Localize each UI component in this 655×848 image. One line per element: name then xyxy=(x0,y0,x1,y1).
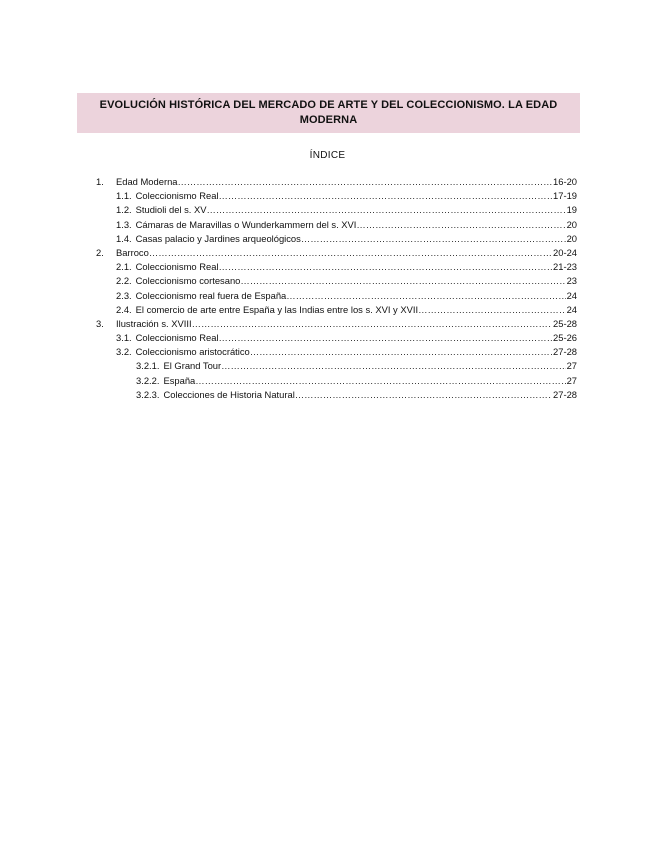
toc-page: 27-28 xyxy=(553,388,577,400)
toc-page: 20 xyxy=(566,232,577,244)
toc-leader-dots xyxy=(286,290,565,301)
toc-page: 17-19 xyxy=(553,190,577,202)
toc-label: Edad Moderna xyxy=(116,176,178,187)
toc-entry xyxy=(96,389,577,403)
toc-leader-dots xyxy=(240,275,565,286)
document-title-box xyxy=(77,93,580,133)
toc-entry xyxy=(96,332,577,346)
toc-number: 3.1. xyxy=(116,332,132,344)
toc-page: 23 xyxy=(566,275,577,287)
toc-entry xyxy=(96,290,577,304)
toc-label: Coleccionismo cortesano xyxy=(135,275,241,287)
toc-number: 1.3. xyxy=(116,218,132,230)
toc-page: 20 xyxy=(566,218,577,230)
toc-page: 19 xyxy=(566,204,577,216)
toc-label: Casas palacio y Jardines arqueológicos xyxy=(135,232,301,244)
toc-label: El comercio de arte entre España y las Indias entre los s. XVI y XVII xyxy=(135,303,419,315)
toc-label: Coleccionismo aristocrático xyxy=(135,346,250,358)
toc-leader-dots xyxy=(250,346,552,357)
toc-number: 1.1. xyxy=(116,190,132,202)
toc-label: Coleccionismo Real xyxy=(135,261,219,273)
toc-entry xyxy=(96,346,577,360)
toc-label: Studioli del s. XV xyxy=(135,204,207,216)
toc-number: 3. xyxy=(96,317,104,329)
toc-page: 25-28 xyxy=(553,317,577,329)
toc-page: 20-24 xyxy=(553,246,577,258)
toc-number: 2.1. xyxy=(116,261,132,273)
toc-leader-dots xyxy=(192,318,552,329)
toc-page: 24 xyxy=(566,303,577,315)
toc-label: Barroco xyxy=(116,246,149,258)
toc-entry xyxy=(96,247,577,261)
toc-leader-dots xyxy=(219,190,553,201)
toc-number: 1.2. xyxy=(116,204,132,216)
toc-number: 2. xyxy=(96,246,104,258)
table-of-contents xyxy=(96,176,577,403)
toc-page: 16-20 xyxy=(553,176,577,187)
toc-leader-dots xyxy=(207,204,566,215)
toc-page: 21-23 xyxy=(553,261,577,273)
toc-page: 27 xyxy=(566,374,577,386)
index-heading: ÍNDICE xyxy=(309,150,346,161)
toc-number: 1.4. xyxy=(116,232,132,244)
toc-page: 25-26 xyxy=(553,332,577,344)
toc-label: Colecciones de Historia Natural xyxy=(163,388,295,400)
toc-number: 3.2. xyxy=(116,346,132,358)
toc-label: Coleccionismo real fuera de España xyxy=(135,289,287,301)
toc-page: 27-28 xyxy=(553,346,577,358)
toc-number: 3.2.1. xyxy=(136,360,160,372)
toc-leader-dots xyxy=(219,332,553,343)
toc-leader-dots xyxy=(195,375,565,386)
toc-leader-dots xyxy=(301,233,566,244)
toc-number: 3.2.3. xyxy=(136,388,160,400)
toc-label: El Grand Tour xyxy=(163,360,222,372)
toc-leader-dots xyxy=(356,219,565,230)
toc-label: España xyxy=(163,374,196,386)
toc-leader-dots xyxy=(418,304,565,315)
toc-number: 2.4. xyxy=(116,303,132,315)
toc-label: Cámaras de Maravillas o Wunderkammern del s. XVI xyxy=(135,218,357,230)
toc-entry xyxy=(96,204,577,218)
toc-entry xyxy=(96,318,577,332)
toc-page: 24 xyxy=(566,289,577,301)
toc-entry xyxy=(96,176,577,190)
toc-entry xyxy=(96,190,577,204)
toc-entry xyxy=(96,360,577,374)
toc-leader-dots xyxy=(219,261,553,272)
toc-entry xyxy=(96,261,577,275)
toc-label: Ilustración s. XVIII xyxy=(116,317,192,329)
toc-label: Coleccionismo Real xyxy=(135,190,219,202)
toc-leader-dots xyxy=(149,247,552,258)
toc-page: 27 xyxy=(566,360,577,372)
toc-entry xyxy=(96,304,577,318)
toc-label: Coleccionismo Real xyxy=(135,332,219,344)
toc-number: 3.2.2. xyxy=(136,374,160,386)
toc-number: 2.2. xyxy=(116,275,132,287)
toc-entry xyxy=(96,275,577,289)
toc-entry xyxy=(96,219,577,233)
toc-entry xyxy=(96,233,577,247)
toc-leader-dots xyxy=(295,389,552,400)
toc-number: 1. xyxy=(96,176,104,187)
toc-leader-dots xyxy=(221,360,565,371)
toc-leader-dots xyxy=(178,176,553,187)
toc-number: 2.3. xyxy=(116,289,132,301)
toc-entry xyxy=(96,375,577,389)
document-title: EVOLUCIÓN HISTÓRICA DEL MERCADO DE ARTE Y DEL COLECCIONISMO. LA EDAD MODERNA xyxy=(99,99,558,126)
